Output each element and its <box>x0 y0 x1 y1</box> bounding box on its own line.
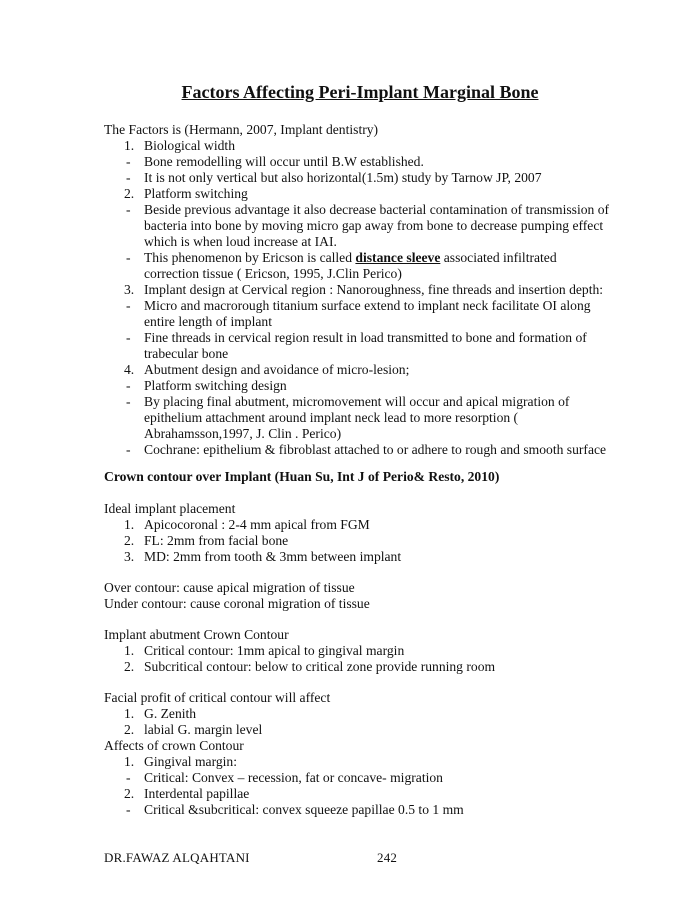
list-detail: Critical: Convex – recession, fat or concave- migration <box>144 770 443 785</box>
page-title: Factors Affecting Peri-Implant Marginal Bone <box>181 82 539 102</box>
factor-detail: Micro and macrorough titanium surface extend to implant neck facilitate OI along <box>144 298 591 313</box>
factor-detail: correction tissue ( Ericson, 1995, J.Clin Perico) <box>144 266 402 281</box>
list-item: Subcritical contour: below to critical zone provide running room <box>144 659 496 674</box>
factor-detail: bacteria into bone by moving micro gap away from bone to decrease pumping effect <box>144 218 604 233</box>
factor-detail: trabecular bone <box>144 346 229 361</box>
item-number: 2. <box>124 659 135 674</box>
bullet-dash: - <box>126 298 131 313</box>
bullet-dash: - <box>126 770 131 785</box>
bullet-dash: - <box>126 394 131 409</box>
footer-author: DR.FAWAZ ALQAHTANI <box>104 850 250 865</box>
factor-detail: It is not only vertical but also horizontal(1.5m) study by Tarnow JP, 2007 <box>144 170 542 185</box>
item-number: 1. <box>124 706 135 721</box>
item-number: 2. <box>124 786 135 801</box>
subheading: Implant abutment Crown Contour <box>104 627 289 642</box>
item-number: 1. <box>124 754 135 769</box>
page-number: 242 <box>377 850 398 865</box>
item-number: 2. <box>124 186 135 201</box>
emphasis-term: distance sleeve <box>355 250 441 265</box>
bullet-dash: - <box>126 330 131 345</box>
factor-detail: Bone remodelling will occur until B.W established. <box>144 154 424 169</box>
item-number: 2. <box>124 533 135 548</box>
bullet-dash: - <box>126 378 131 393</box>
list-item: Critical contour: 1mm apical to gingival margin <box>144 643 405 658</box>
factor-title: Implant design at Cervical region : Nanoroughness, fine threads and insertion depth: <box>144 282 604 297</box>
factor-title: Platform switching <box>144 186 248 201</box>
factor-detail: Beside previous advantage it also decrease bacterial contamination of transmission of <box>144 202 610 217</box>
list-item: FL: 2mm from facial bone <box>144 533 289 548</box>
factor-detail: entire length of implant <box>144 314 272 329</box>
bullet-dash: - <box>126 442 131 457</box>
subheading: Facial profit of critical contour will affect <box>104 690 331 705</box>
paragraph: Under contour: cause coronal migration of tissue <box>104 596 370 611</box>
subheading: Ideal implant placement <box>104 501 236 516</box>
section-heading: Crown contour over Implant (Huan Su, Int J of Perio& Resto, 2010) <box>104 469 500 484</box>
factor-detail: which is when loud increase at IAI. <box>144 234 337 249</box>
list-item: Apicocoronal : 2-4 mm apical from FGM <box>144 517 370 532</box>
list-detail: Critical &subcritical: convex squeeze papillae 0.5 to 1 mm <box>144 802 464 817</box>
paragraph: Over contour: cause apical migration of tissue <box>104 580 355 595</box>
list-item: MD: 2mm from tooth & 3mm between implant <box>144 549 402 564</box>
intro-line: The Factors is (Hermann, 2007, Implant dentistry) <box>104 122 379 137</box>
factor-detail <box>144 250 557 266</box>
item-number: 2. <box>124 722 135 737</box>
factor-title: Abutment design and avoidance of micro-lesion; <box>144 362 410 377</box>
factor-title: Biological width <box>144 138 235 153</box>
factor-detail: Cochrane: epithelium & fibroblast attached to or adhere to rough and smooth surface <box>144 442 607 457</box>
list-item: G. Zenith <box>144 706 197 721</box>
bullet-dash: - <box>126 802 131 817</box>
list-item: Gingival margin: <box>144 754 238 769</box>
detail-text: associated infiltrated <box>440 250 557 265</box>
list-item: labial G. margin level <box>144 722 263 737</box>
item-number: 3. <box>124 549 135 564</box>
subheading: Affects of crown Contour <box>104 738 244 753</box>
factor-detail: epithelium attachment around implant neck lead to more resorption ( <box>144 410 519 425</box>
factor-detail: Fine threads in cervical region result in load transmitted to bone and formation of <box>144 330 587 345</box>
list-item: Interdental papillae <box>144 786 250 801</box>
factor-detail: Platform switching design <box>144 378 287 393</box>
factor-detail: By placing final abutment, micromovement will occur and apical migration of <box>144 394 570 409</box>
item-number: 4. <box>124 362 135 377</box>
bullet-dash: - <box>126 202 131 217</box>
item-number: 1. <box>124 517 135 532</box>
bullet-dash: - <box>126 154 131 169</box>
item-number: 1. <box>124 643 135 658</box>
bullet-dash: - <box>126 250 131 265</box>
detail-text: This phenomenon by Ericson is called <box>144 250 356 265</box>
item-number: 1. <box>124 138 135 153</box>
item-number: 3. <box>124 282 135 297</box>
factor-detail: Abrahamsson,1997, J. Clin . Perico) <box>144 426 342 441</box>
bullet-dash: - <box>126 170 131 185</box>
